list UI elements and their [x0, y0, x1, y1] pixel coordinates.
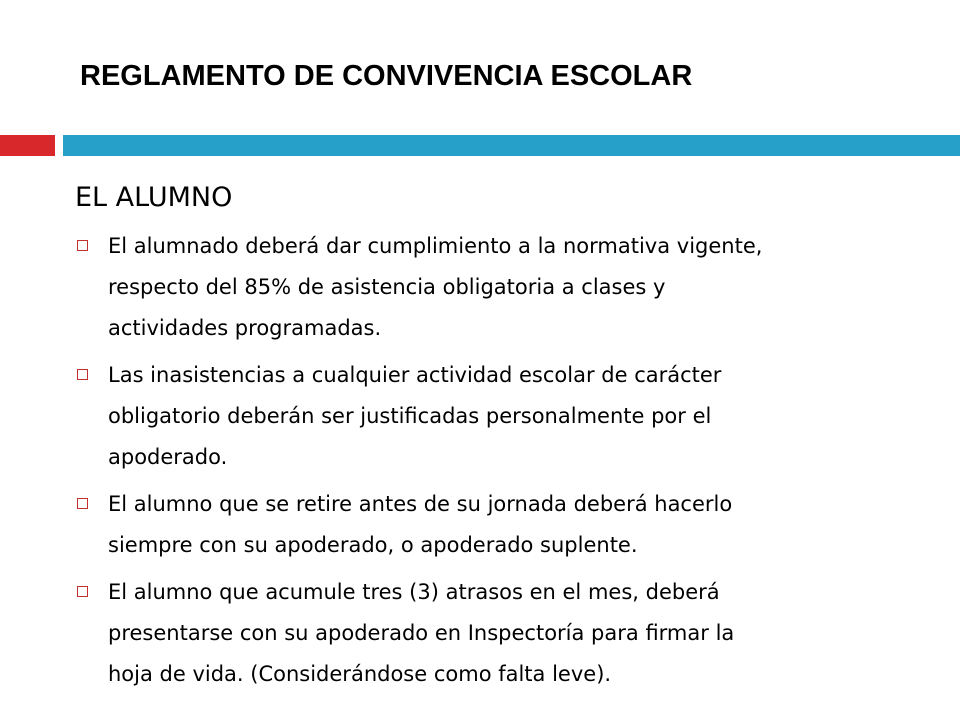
accent-bar-red [0, 135, 55, 156]
bullet-line: respecto del 85% de asistencia obligatoria a clases y [108, 275, 666, 299]
bullet-line: apoderado. [108, 445, 228, 469]
bullet-item [75, 226, 915, 349]
bullet-item [75, 355, 915, 478]
slide-title: REGLAMENTO DE CONVIVENCIA ESCOLAR [80, 60, 693, 92]
hollow-square-icon [77, 369, 88, 380]
bullet-line: obligatorio deberán ser justificadas personalmente por el [108, 404, 712, 428]
bullet-line: actividades programadas. [108, 316, 382, 340]
bullet-line: El alumnado deberá dar cumplimiento a la normativa vigente, [108, 234, 763, 258]
bullet-item [75, 484, 915, 566]
bullet-line: presentarse con su apoderado en Inspectoría para firmar la [108, 621, 735, 645]
bullet-line: El alumno que acumule tres (3) atrasos en el mes, deberá [108, 580, 720, 604]
bullet-line: El alumno que se retire antes de su jornada deberá hacerlo [108, 492, 733, 516]
bullet-line: Las inasistencias a cualquier actividad escolar de carácter [108, 363, 722, 387]
hollow-square-icon [77, 498, 88, 509]
bullet-line: hoja de vida. (Considerándose como falta leve). [108, 662, 612, 686]
section-heading: EL ALUMNO [75, 182, 233, 213]
bullet-line: siempre con su apoderado, o apoderado suplente. [108, 533, 638, 557]
hollow-square-icon [77, 586, 88, 597]
bullet-item [75, 572, 915, 695]
bullet-list [75, 226, 915, 701]
hollow-square-icon [77, 240, 88, 251]
accent-bar-blue [63, 135, 960, 156]
